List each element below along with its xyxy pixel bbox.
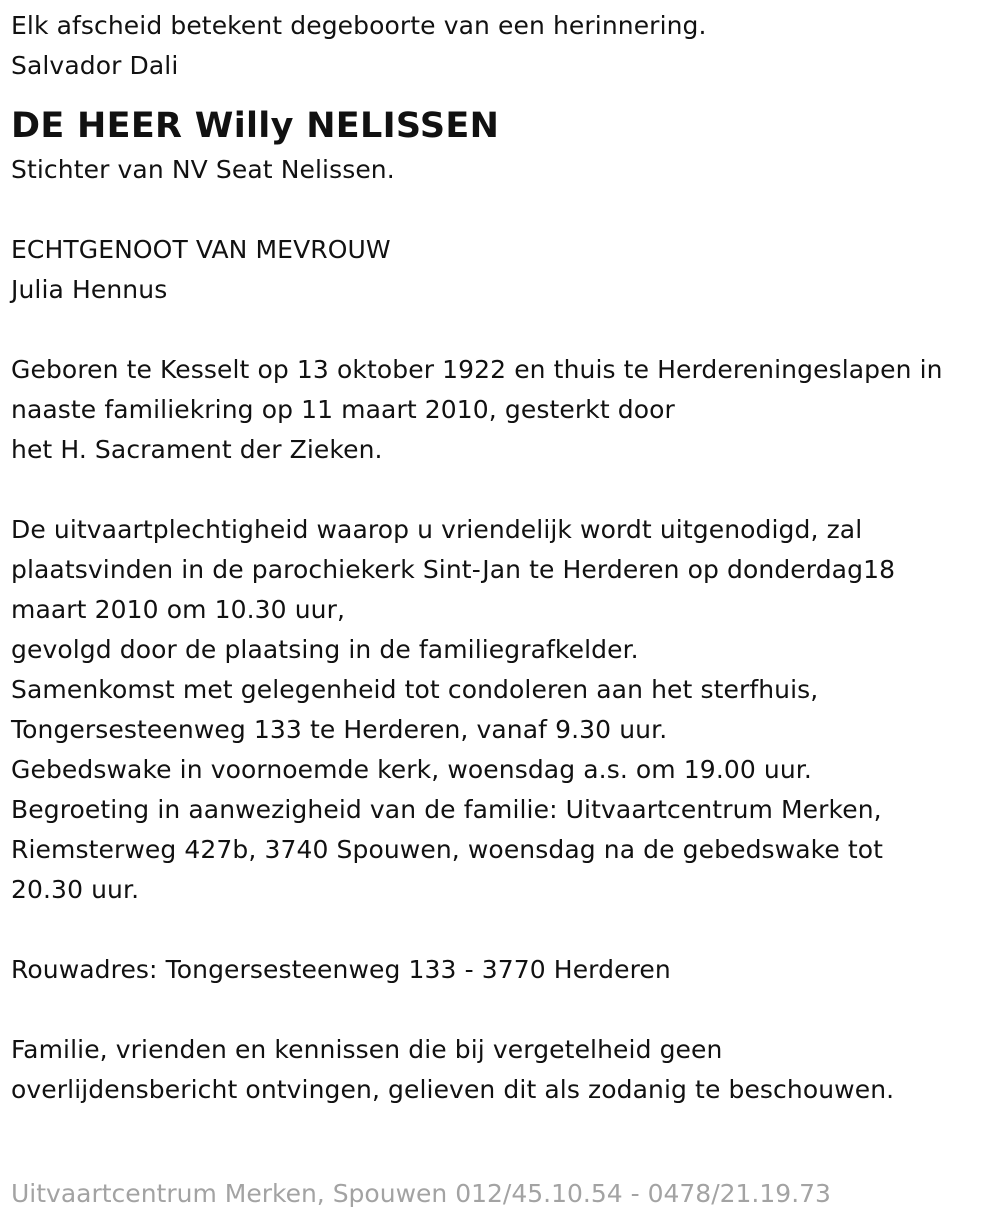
obituary-notice: [11, 6, 991, 1110]
ceremony-paragraph: [11, 510, 991, 910]
paragraph-line: Samenkomst met gelegenheid tot condoleren aan het sterfhuis,: [11, 675, 819, 704]
paragraph-line: het H. Sacrament der Zieken.: [11, 435, 383, 464]
mourning-address: Rouwadres: Tongersesteenweg 133 - 3770 Herderen: [11, 955, 671, 984]
paragraph-line: overlijdensbericht ontvingen, gelieven dit als zodanig te beschouwen.: [11, 1075, 895, 1104]
spacer: [11, 910, 991, 950]
deceased-subtitle: Stichter van NV Seat Nelissen.: [11, 155, 395, 184]
paragraph-line: Riemsterweg 427b, 3740 Spouwen, woensdag na de gebedswake tot: [11, 835, 884, 864]
paragraph-line: Familie, vrienden en kennissen die bij vergetelheid geen: [11, 1035, 723, 1064]
spacer: [11, 470, 991, 510]
spouse-label: ECHTGENOOT VAN MEVROUW: [11, 235, 391, 264]
spacer: [11, 990, 991, 1030]
notice-paragraph: [11, 1030, 991, 1110]
paragraph-line: De uitvaartplechtigheid waarop u vriendelijk wordt uitgenodigd, zal: [11, 515, 863, 544]
spacer: [11, 190, 991, 230]
paragraph-line: plaatsvinden in de parochiekerk Sint-Jan te Herderen op donderdag18: [11, 555, 896, 584]
paragraph-line: maart 2010 om 10.30 uur,: [11, 595, 346, 624]
paragraph-line: gevolgd door de plaatsing in de familiegrafkelder.: [11, 635, 639, 664]
quote-author: Salvador Dali: [11, 51, 179, 80]
paragraph-line: Begroeting in aanwezigheid van de familie: Uitvaartcentrum Merken,: [11, 795, 882, 824]
spacer: [11, 310, 991, 350]
paragraph-line: Gebedswake in voornoemde kerk, woensdag a.s. om 19.00 uur.: [11, 755, 812, 784]
quote-text: Elk afscheid betekent degeboorte van een herinnering.: [11, 11, 707, 40]
deceased-name: DE HEER Willy NELISSEN: [11, 106, 500, 146]
paragraph-line: 20.30 uur.: [11, 875, 140, 904]
birth-death-paragraph: [11, 350, 991, 470]
paragraph-line: Tongersesteenweg 133 te Herderen, vanaf 9.30 uur.: [11, 715, 668, 744]
spouse-name: Julia Hennus: [11, 275, 168, 304]
paragraph-line: naaste familiekring op 11 maart 2010, gesterkt door: [11, 395, 675, 424]
funeral-home-footer: Uitvaartcentrum Merken, Spouwen 012/45.10.54 - 0478/21.19.73: [11, 1179, 831, 1208]
paragraph-line: Geboren te Kesselt op 13 oktober 1922 en thuis te Herdereningeslapen in: [11, 355, 943, 384]
